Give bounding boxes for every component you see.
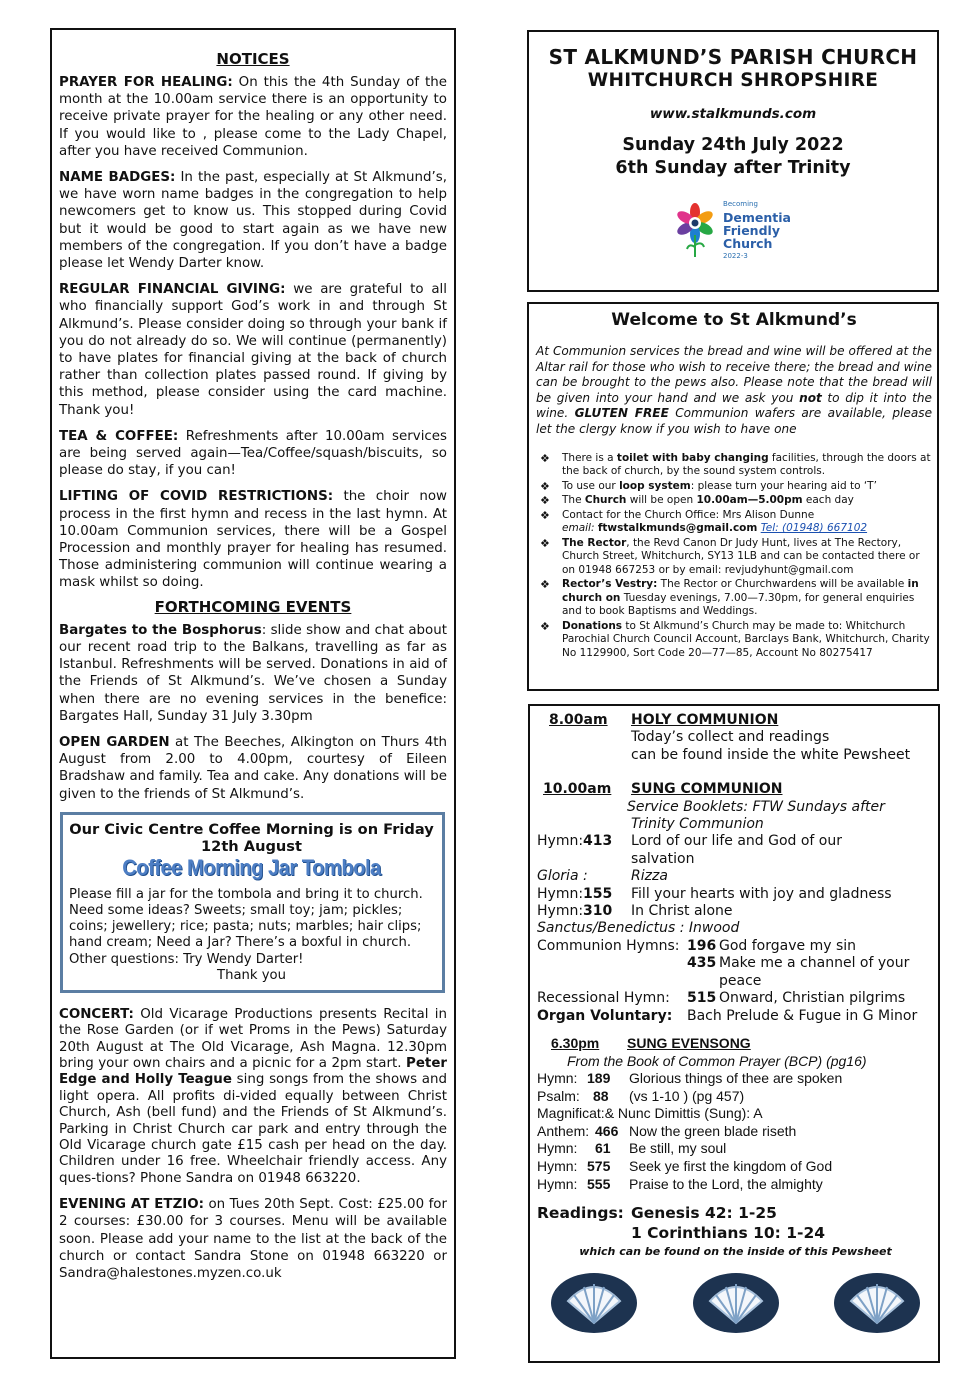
hymn-title: Fill your hearts with joy and gladness bbox=[631, 885, 892, 902]
notice-tea bbox=[59, 428, 447, 480]
notice-title: REGULAR FINANCIAL GIVING: bbox=[59, 282, 286, 298]
intro-text: Communion wafers are available, please let the clergy know if you wish to have one bbox=[536, 406, 933, 436]
event-text: sing songs from the shows and light opera. All profits di-vided equally between Christ Church, Ash (bell fund) and the Friends of St Alkmund’s. Parking in Christ Church car park and entry through the Old Vicarage church gate £15 cash per head on the day. Children under 16 free. Wheelchair friendly access. Any ques-tions? Phone Sandra on 01948 663220. bbox=[59, 1072, 447, 1186]
info-bold: The Rector bbox=[562, 536, 627, 549]
info-text: : please turn your hearing aid to ‘T’ bbox=[690, 479, 877, 492]
hymn-label: Hymn: bbox=[537, 1140, 578, 1157]
services-panel bbox=[528, 704, 940, 1363]
service-time: 6.30pm bbox=[551, 1034, 600, 1051]
hymn-number: 189 bbox=[587, 1070, 611, 1087]
hymn-title: Make me a channel of your bbox=[719, 955, 910, 972]
notice-covid bbox=[59, 488, 447, 591]
service-note: Today’s collect and readings bbox=[631, 729, 830, 746]
hymn-label: Hymn: bbox=[537, 1175, 578, 1192]
diamond-bullet-icon: ❖ bbox=[540, 508, 550, 522]
info-bold: 10.00am—5.00pm bbox=[696, 494, 803, 507]
info-list bbox=[536, 452, 932, 661]
communion-label: Communion Hymns: bbox=[537, 937, 680, 954]
hymn-label: Hymn: bbox=[537, 1158, 578, 1175]
info-item-rector bbox=[536, 537, 932, 578]
info-text: email: bbox=[562, 522, 598, 535]
hymn-title: Onward, Christian pilgrims bbox=[719, 990, 906, 1007]
hymn-number: 515 bbox=[687, 990, 717, 1007]
diamond-bullet-icon: ❖ bbox=[540, 536, 550, 550]
notice-title: NAME BADGES: bbox=[59, 170, 176, 186]
booklet-note: Trinity Communion bbox=[631, 816, 764, 833]
event-bargates bbox=[59, 622, 447, 725]
notice-title: TEA & COFFEE: bbox=[59, 428, 179, 444]
info-text: Contact for the Church Office: Mrs Alison Dunne bbox=[562, 508, 815, 521]
bcp-note: From the Book of Common Prayer (BCP) (pg16) bbox=[567, 1052, 867, 1069]
office-phone-link[interactable]: Tel: (01948) 667102 bbox=[760, 522, 868, 535]
info-bold: Donations bbox=[562, 619, 623, 632]
hymn-number: 575 bbox=[587, 1158, 611, 1175]
organ-piece: Bach Prelude & Fugue in G Minor bbox=[687, 1007, 918, 1024]
website: www.stalkmunds.com bbox=[649, 106, 817, 122]
info-text: The bbox=[562, 494, 585, 507]
info-text: There is a bbox=[562, 451, 617, 464]
info-item-toilet bbox=[536, 452, 932, 479]
info-item-contact bbox=[536, 509, 932, 536]
hymn-number: 196 bbox=[687, 937, 717, 954]
readings bbox=[537, 1203, 934, 1259]
welcome-intro bbox=[536, 344, 932, 438]
intro-emphasis: not bbox=[799, 390, 822, 405]
event-title: EVENING AT ETZIO: bbox=[59, 1197, 204, 1213]
event-text: at The Beeches, Alkington on Thurs 4th August from 2.00 to 4.00pm, courtesy of Eileen Bradshaw and family. Tea and cake. Any donations will be given to the friends of St Alkmund’s. bbox=[59, 734, 447, 802]
organ-label: Organ Voluntary: bbox=[537, 1007, 673, 1024]
hymn-number: 413 bbox=[583, 833, 613, 850]
church-header bbox=[527, 30, 939, 292]
info-bold: loop system bbox=[619, 479, 691, 492]
liturgical-sunday: 6th Sunday after Trinity bbox=[615, 158, 851, 178]
info-text: each day bbox=[802, 494, 854, 507]
event-text: : slide show and chat about our recent road trip to the Balkans, travelling as far as Istanbul. Refreshments will be served. Donations in aid of the Friends of St Alkmund’s. We’ve chosen a Sunday when there are no evening services in the benefice: Bargates Hall, Sunday 31 July 3.30pm bbox=[59, 622, 447, 724]
notice-title: LIFTING OF COVID RESTRICTIONS: bbox=[59, 489, 334, 505]
event-text: on Tues 20th Sept. Cost: £25.00 for 2 courses: £30.00 for 3 courses. Menu will be available soon. Please add your name to the list at the back of the church or contact Sandra Stone on 01948 663220 or Sandra@halestones.myzen.co.uk bbox=[59, 1197, 447, 1282]
event-title: Bargates to the Bosphorus bbox=[59, 622, 262, 638]
service-name: SUNG COMMUNION bbox=[631, 781, 783, 798]
notice-giving bbox=[59, 281, 447, 419]
notice-text: In the past, especially at St Alkmund’s, we have worn name badges in the congregation to help newcomers get to know us. This stopped during Covid but it would be good to start again as we have new members of the congregation. If you don’t have a badge please let Wendy Darter know. bbox=[59, 170, 447, 272]
event-title: OPEN GARDEN bbox=[59, 734, 170, 750]
recessional-label: Recessional Hymn: bbox=[537, 990, 670, 1007]
hymn-label: Hymn: bbox=[537, 833, 584, 850]
office-email-link[interactable]: ftwstalkmunds@gmail.com bbox=[597, 522, 758, 535]
info-bold: Rector’s Vestry: bbox=[562, 578, 658, 591]
service-time: 10.00am bbox=[543, 781, 612, 798]
logo-line-2: Friendly bbox=[723, 223, 780, 238]
anthem-number: 466 bbox=[595, 1122, 619, 1139]
church-location: WHITCHURCH SHROPSHIRE bbox=[587, 70, 879, 91]
info-item-vestry bbox=[536, 578, 932, 619]
dementia-friendly-logo bbox=[529, 198, 937, 263]
hymn-title: Praise to the Lord, the almighty bbox=[629, 1175, 823, 1192]
info-bold: Church bbox=[584, 494, 627, 507]
civic-coffee-morning-box bbox=[60, 812, 445, 993]
notice-prayer bbox=[59, 74, 447, 160]
tombola-banner: Coffee Morning Jar Tombola bbox=[122, 854, 381, 880]
info-text: To use our bbox=[562, 479, 620, 492]
info-bold: in church on bbox=[562, 578, 919, 604]
civic-signoff: Thank you bbox=[217, 967, 286, 983]
scallop-shell-icon bbox=[693, 1273, 779, 1333]
psalm-verses: (vs 1-10 ) (pg 457) bbox=[629, 1087, 745, 1104]
notice-text: On this the 4th Sunday of the month at the 10.00am service there is an opportunity to receive private prayer for the healing or any other need. If you would like to , please come to the Lady Chapel, after you have received Communion. bbox=[59, 75, 448, 159]
hymn-number: 555 bbox=[587, 1175, 611, 1192]
info-text: to St Alkmund’s Church may be made to: Whitchurch Parochial Church Council Account, Barclays Bank, Whitchurch, Charity No 1129900, Sort Code 20—77—85, Account No 80275417 bbox=[562, 619, 930, 659]
hymn-number: 155 bbox=[583, 885, 613, 902]
notice-badges bbox=[59, 169, 447, 272]
intro-text: At Communion services the bread and wine will be offered at the Altar rail for those who wish to receive there; the bread and wine can be brought to the pews also. Please note that the bread will be given into your hand and we ask you bbox=[536, 344, 932, 405]
event-open-garden bbox=[59, 734, 447, 803]
hymn-title: Glorious things of thee are spoken bbox=[629, 1070, 843, 1087]
info-text: Tuesday evenings, 7.00—7.30pm, for general enquiries and to book Baptisms and Weddings. bbox=[562, 591, 915, 618]
info-text: facilities, through the doors at the back of church, by the sound system controls. bbox=[562, 451, 931, 478]
hymn-title: salvation bbox=[631, 850, 695, 867]
hymn-title: Be still, my soul bbox=[629, 1140, 727, 1157]
scallop-shell-icon bbox=[551, 1273, 637, 1333]
notices-heading: NOTICES bbox=[216, 50, 290, 68]
hymn-number: 435 bbox=[687, 955, 717, 972]
magnificat: Magnificat:& Nunc Dimittis (Sung): A bbox=[537, 1105, 763, 1122]
service-time: 8.00am bbox=[549, 712, 608, 728]
notice-text: we are grateful to all who financially support God’s work in and through St Alkmund’s. Please consider doing so through your bank if you do not already do so. We will continue (permanently) to have plates for financial giving at the back of church rather than collection plates passed round. If giving by this method, please consider using the card machine. Thank you! bbox=[59, 282, 447, 418]
flower-icon bbox=[675, 203, 719, 259]
info-bold: toilet with baby changing bbox=[616, 451, 769, 464]
diamond-bullet-icon: ❖ bbox=[540, 479, 550, 493]
hymn-title: Lord of our life and God of our bbox=[631, 833, 843, 850]
logo-line-1: Dementia bbox=[723, 210, 791, 225]
sanctus-setting: Sanctus/Benedictus : Inwood bbox=[537, 920, 740, 937]
notice-text: Refreshments after 10.00am services are being served again—Tea/Coffee/squash/biscuits, so please do stay, if you can! bbox=[59, 428, 447, 479]
welcome-panel bbox=[527, 302, 939, 691]
booklet-note: Service Booklets: FTW Sundays after bbox=[627, 798, 885, 815]
event-text: Old Vicarage Productions presents Recital in the Rose Garden (or if wet Proms in the Pews) Saturday 20th August at The Old Vicarage, Ash Magna. 12.30pm bring your own chairs and a picnic for a 2pm start. bbox=[59, 1006, 447, 1071]
service-name: SUNG EVENSONG bbox=[627, 1034, 751, 1051]
logo-year: 2022-3 bbox=[723, 252, 748, 260]
notice-title: PRAYER FOR HEALING: bbox=[59, 75, 233, 90]
hymn-label: Hymn: bbox=[537, 903, 584, 920]
notices-panel bbox=[50, 28, 456, 1359]
hymn-title: peace bbox=[719, 972, 762, 989]
diamond-bullet-icon: ❖ bbox=[540, 451, 550, 465]
hymn-title: Seek ye first the kingdom of God bbox=[629, 1158, 833, 1175]
hymn-title: In Christ alone bbox=[631, 903, 733, 920]
event-title: CONCERT: bbox=[59, 1006, 134, 1022]
scallop-shell-icon bbox=[834, 1273, 920, 1333]
hymn-number: 61 bbox=[595, 1140, 611, 1157]
service-date: Sunday 24th July 2022 bbox=[622, 135, 844, 155]
hymn-number: 310 bbox=[583, 903, 613, 920]
logo-line-3: Church bbox=[723, 236, 773, 251]
gloria-setting: Rizza bbox=[631, 868, 668, 885]
info-text: , the Revd Canon Dr Judy Hunt, lives at The Rectory, Church Street, Whitchurch, SY13 1LB and can be contacted there or on 01948 667253 or by email: revjudyhunt@gmail.com bbox=[562, 536, 920, 576]
diamond-bullet-icon: ❖ bbox=[540, 494, 550, 508]
shell-decorations bbox=[537, 1259, 934, 1333]
service-note: can be found inside the white Pewsheet bbox=[631, 746, 911, 763]
info-text: will be open bbox=[626, 494, 697, 507]
anthem-label: Anthem: bbox=[537, 1122, 590, 1139]
notice-text: the choir now process in the first hymn and recess in the last hymn. At 10.00am Communion services, there will be a Gospel Procession and monthly prayer for healing has resumed. Those administering communion will continue wearing a mask whilst so doing. bbox=[59, 489, 447, 591]
info-text: The Rector or Churchwardens will be available bbox=[657, 578, 908, 591]
hymn-label: Hymn: bbox=[537, 885, 584, 902]
performers: Peter Edge and Holly Teague bbox=[59, 1055, 447, 1088]
church-name: ST ALKMUND’S PARISH CHURCH bbox=[548, 45, 918, 69]
diamond-bullet-icon: ❖ bbox=[540, 619, 550, 633]
info-item-donations bbox=[536, 620, 932, 661]
logo-small: Becoming bbox=[723, 200, 758, 208]
reading-2: 1 Corinthians 10: 1-24 bbox=[631, 1224, 826, 1243]
gluten-free: GLUTEN FREE bbox=[574, 406, 669, 421]
psalm-label: Psalm: bbox=[537, 1087, 580, 1104]
event-concert bbox=[59, 1007, 447, 1187]
reading-1: Genesis 42: 1-25 bbox=[631, 1204, 777, 1223]
gloria-label: Gloria : bbox=[537, 868, 588, 885]
service-name: HOLY COMMUNION bbox=[631, 712, 779, 728]
readings-label: Readings: bbox=[537, 1204, 624, 1223]
info-item-loop bbox=[536, 480, 932, 494]
diamond-bullet-icon: ❖ bbox=[540, 578, 550, 592]
info-item-opening bbox=[536, 494, 932, 508]
hymn-title: God forgave my sin bbox=[719, 937, 856, 954]
welcome-title: Welcome to St Alkmund’s bbox=[611, 310, 857, 330]
events-heading: FORTHCOMING EVENTS bbox=[154, 597, 352, 616]
civic-title: Our Civic Centre Coffee Morning is on Friday 12th August bbox=[69, 820, 434, 855]
intro-text: to dip it into the wine. bbox=[536, 390, 933, 421]
readings-note: which can be found on the inside of this Pewsheet bbox=[579, 1245, 892, 1259]
anthem-title: Now the green blade riseth bbox=[629, 1122, 797, 1139]
event-etzio bbox=[59, 1196, 447, 1282]
civic-body: Please fill a jar for the tombola and bring it to church. Need some ideas? Sweets; small toy; jam; pickles; coins; jewellery; rice; pasta; nuts; marbles; hair clips; hand cream; Need a Jar? There’s a boxful in church. Other questions: Try Wendy Darter! bbox=[69, 886, 423, 967]
hymn-label: Hymn: bbox=[537, 1070, 578, 1087]
psalm-number: 88 bbox=[593, 1087, 609, 1104]
